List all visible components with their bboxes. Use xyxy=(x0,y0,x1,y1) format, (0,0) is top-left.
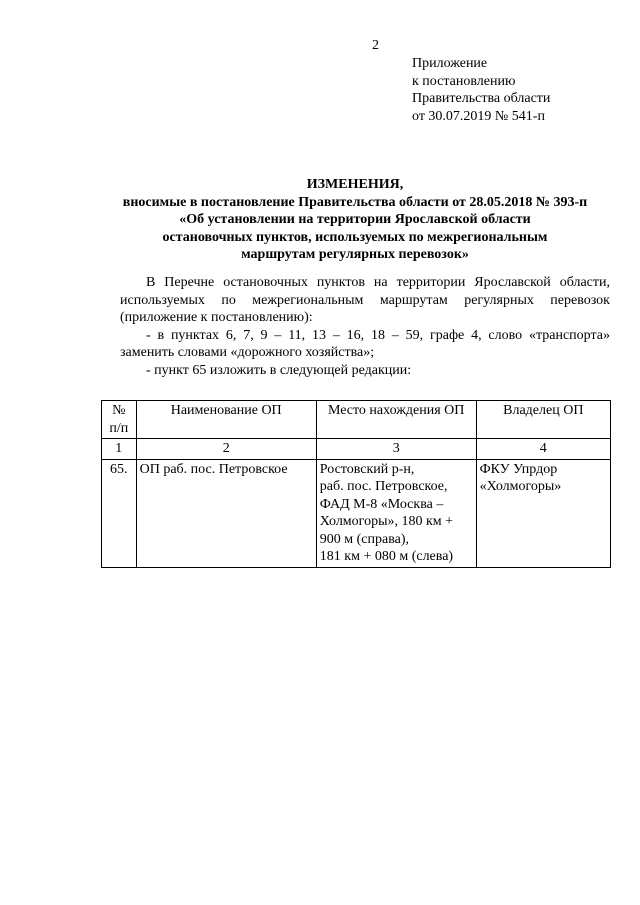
header-number xyxy=(102,401,137,439)
location-line: раб. пос. Петровское, xyxy=(319,479,448,494)
header-number-line: № xyxy=(112,403,126,418)
location-line: ФАД М-8 «Москва – xyxy=(319,496,444,512)
row-location xyxy=(316,459,476,567)
body-text xyxy=(120,274,610,379)
header-location: Место нахождения ОП xyxy=(316,401,476,439)
title-line: маршрутам регулярных перевозок» xyxy=(241,247,469,262)
column-number: 3 xyxy=(316,439,476,460)
row-number: 65. xyxy=(102,459,137,567)
location-line: 181 км + 080 м (слева) xyxy=(319,549,454,564)
paragraph-change-2: - пункт 65 изложить в следующей редакции: xyxy=(146,362,412,378)
page-number: 2 xyxy=(372,38,379,53)
title-line: вносимые в постановление Правительства области от 28.05.2018 № 393-п xyxy=(122,194,588,210)
location-line: 900 м (справа), xyxy=(319,531,410,547)
appendix-line: Правительства области xyxy=(412,91,551,106)
changes-table xyxy=(101,400,611,568)
appendix-line: Приложение xyxy=(412,56,488,71)
row-name: ОП раб. пос. Петровское xyxy=(136,459,316,567)
appendix-line: к постановлению xyxy=(412,73,516,89)
table-column-numbers-row xyxy=(102,439,611,460)
paragraph-intro: В Перечне остановочных пунктов на территории Ярославской области, используемых по межрегиональным маршрутам регулярных перевозок (приложение к постановлению): xyxy=(120,275,610,325)
title-line: остановочных пунктов, используемых по межрегиональным xyxy=(162,229,548,245)
table-header-row xyxy=(102,401,611,439)
table-row xyxy=(102,459,611,567)
header-name: Наименование ОП xyxy=(136,401,316,439)
header-owner: Владелец ОП xyxy=(476,401,610,439)
location-line: Ростовский р-н, xyxy=(319,461,415,477)
column-number: 2 xyxy=(136,439,316,460)
column-number: 4 xyxy=(476,439,610,460)
owner-line: «Холмогоры» xyxy=(479,479,562,494)
title-line: ИЗМЕНЕНИЯ, xyxy=(306,177,404,192)
title-line: «Об установлении на территории Ярославской области xyxy=(179,212,531,227)
appendix-line: от 30.07.2019 № 541-п xyxy=(412,108,545,124)
document-title xyxy=(100,176,610,264)
owner-line: ФКУ Упрдор xyxy=(479,461,558,477)
paragraph-change-1: - в пунктах 6, 7, 9 – 11, 13 – 16, 18 – 59, графе 4, слово «транспорта» заменить словами «дорожного хозяйства»; xyxy=(120,327,610,360)
header-number-line: п/п xyxy=(109,420,129,436)
location-line: Холмогоры», 180 км + xyxy=(319,514,454,529)
column-number: 1 xyxy=(102,439,137,460)
row-owner xyxy=(476,459,610,567)
appendix-header xyxy=(412,55,550,125)
